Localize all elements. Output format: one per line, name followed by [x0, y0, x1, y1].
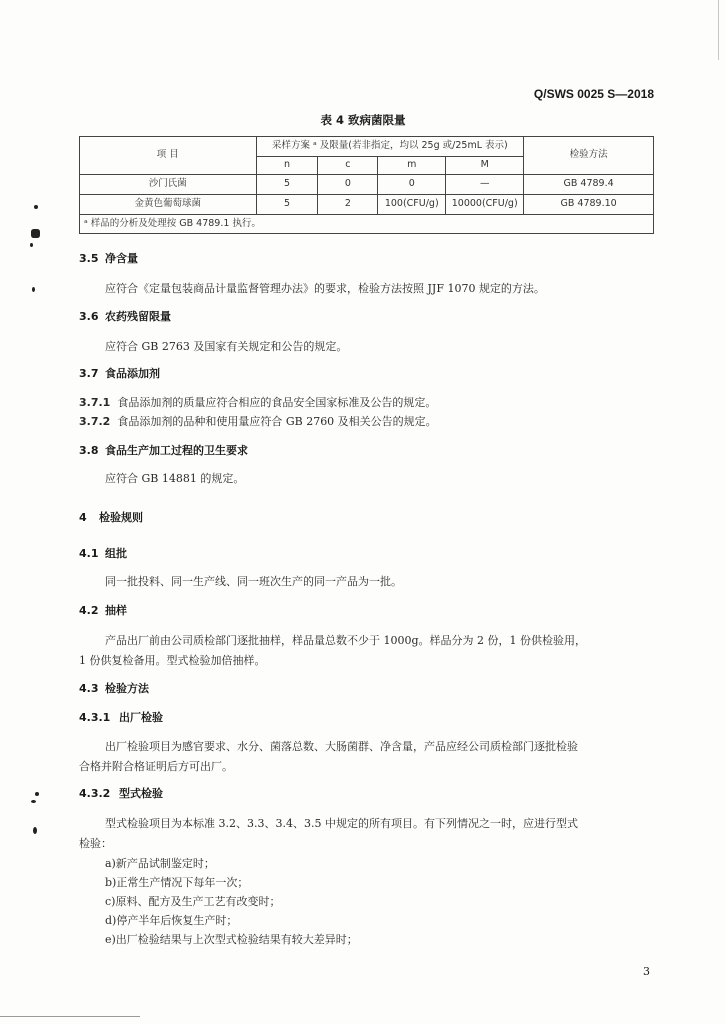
col-header-item: 项 目	[80, 137, 257, 175]
scan-edge-line	[718, 0, 719, 60]
scan-speck	[34, 205, 38, 209]
row-n: 5	[256, 175, 318, 195]
col-header-plan: 采样方案 ᵃ 及限量(若非指定，均以 25g 或/25mL 表示)	[256, 137, 524, 157]
table-title: 表 4 致病菌限量	[320, 113, 406, 127]
scan-speck	[33, 827, 37, 834]
section-text-3-5: 应符合《定量包装商品计量监督管理办法》的要求，检验方法按照 JJF 1070 规定的方法。	[105, 282, 545, 295]
table-row	[80, 195, 654, 215]
section-text-4-2-line1: 产品出厂前由公司质检部门逐批抽样，样品量总数不少于 1000g。样品分为 2 份，1 份供检验用，	[105, 634, 587, 647]
clause-3-7-1: 3.7.1 食品添加剂的质量应符合相应的食品安全国家标准及公告的规定。	[79, 396, 437, 409]
row-method: GB 4789.10	[524, 195, 654, 215]
table-footnote: ᵃ 样品的分析及处理按 GB 4789.1 执行。	[80, 215, 654, 234]
table-row	[80, 175, 654, 195]
scan-speck	[31, 800, 36, 803]
section-text-4-2-line2: 1 份供复检备用。型式检验加倍抽样。	[79, 654, 266, 667]
section-heading-4-3: 4.3 检验方法	[79, 682, 149, 695]
list-item: c)原料、配方及生产工艺有改变时；	[105, 895, 281, 908]
standard-code: Q/SWS 0025 S—2018	[533, 87, 654, 101]
scan-speck	[30, 243, 33, 247]
section-text-3-8: 应符合 GB 14881 的规定。	[105, 472, 245, 485]
row-c: 0	[318, 175, 378, 195]
list-item: a)新产品试制鉴定时；	[105, 857, 215, 870]
sub-header-m: m	[378, 157, 446, 175]
row-M: —	[446, 175, 524, 195]
row-method: GB 4789.4	[524, 175, 654, 195]
scan-speck	[32, 287, 35, 292]
section-heading-3-7: 3.7 食品添加剂	[79, 367, 160, 380]
section-text-4-3-1-line2: 合格并附合格证明后方可出厂。	[79, 760, 233, 773]
row-m: 0	[378, 175, 446, 195]
section-text-4-3-2-line2: 检验：	[79, 837, 112, 850]
row-name: 金黄色葡萄球菌	[80, 195, 257, 215]
section-heading-4-2: 4.2 抽样	[79, 604, 127, 617]
col-header-method: 检验方法	[524, 137, 654, 175]
scan-speck	[35, 792, 39, 796]
section-heading-3-6: 3.6 农药残留限量	[79, 310, 171, 323]
list-item: b)正常生产情况下每年一次；	[105, 876, 249, 889]
sub-header-M: M	[446, 157, 524, 175]
section-heading-4-1: 4.1 组批	[79, 547, 127, 560]
row-name: 沙门氏菌	[80, 175, 257, 195]
page-number: 3	[643, 965, 650, 978]
scan-speck	[31, 229, 40, 238]
sub-header-c: c	[318, 157, 378, 175]
row-M: 10000(CFU/g)	[446, 195, 524, 215]
section-text-4-3-1-line1: 出厂检验项目为感官要求、水分、菌落总数、大肠菌群、净含量，产品应经公司质检部门逐批检验	[105, 740, 578, 753]
row-m: 100(CFU/g)	[378, 195, 446, 215]
pathogen-limit-table	[79, 136, 654, 234]
scan-edge-line	[0, 1016, 140, 1017]
section-heading-4-3-1: 4.3.1 出厂检验	[79, 711, 163, 724]
section-text-4-1: 同一批投料、同一生产线、同一班次生产的同一产品为一批。	[105, 575, 402, 588]
section-heading-3-8: 3.8 食品生产加工过程的卫生要求	[79, 444, 248, 457]
row-c: 2	[318, 195, 378, 215]
row-n: 5	[256, 195, 318, 215]
clause-3-7-2: 3.7.2 食品添加剂的品种和使用量应符合 GB 2760 及相关公告的规定。	[79, 415, 437, 428]
sub-header-n: n	[256, 157, 318, 175]
list-item: d)停产半年后恢复生产时；	[105, 914, 238, 927]
section-text-3-6: 应符合 GB 2763 及国家有关规定和公告的规定。	[105, 340, 348, 353]
section-heading-4-3-2: 4.3.2 型式检验	[79, 787, 163, 800]
section-heading-3-5: 3.5 净含量	[79, 252, 138, 265]
chapter-heading-4: 4 检验规则	[79, 511, 143, 524]
list-item: e)出厂检验结果与上次型式检验结果有较大差异时；	[105, 933, 358, 946]
section-text-4-3-2-line1: 型式检验项目为本标准 3.2、3.3、3.4、3.5 中规定的所有项目。有下列情况之一时，应进行型式	[105, 817, 578, 830]
